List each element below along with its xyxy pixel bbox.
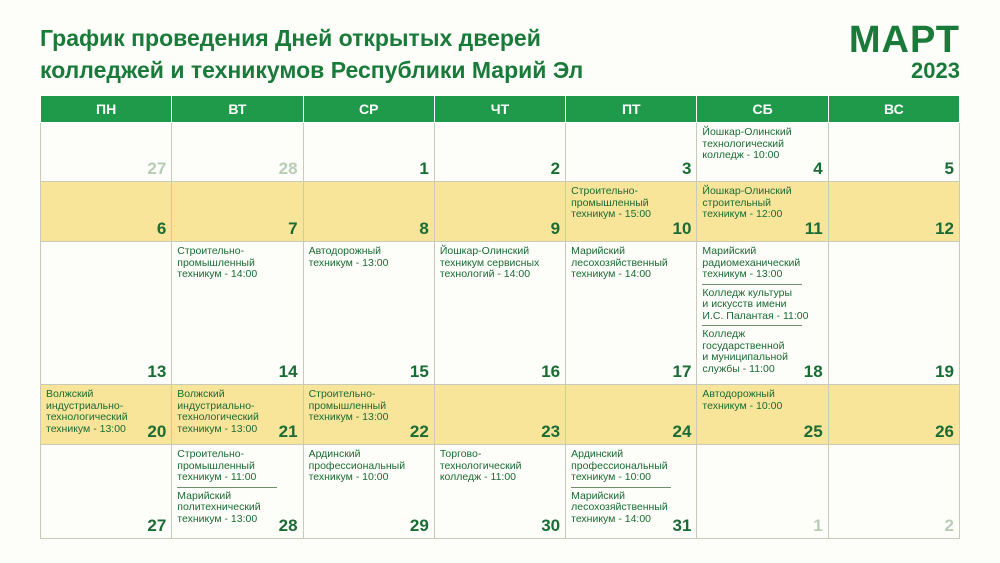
calendar-day-cell	[172, 182, 303, 242]
day-number: 12	[935, 219, 954, 238]
event-text-line: техникум - 13:00	[177, 422, 258, 435]
event-text-line: техникум - 13:00	[46, 422, 126, 435]
event-item	[571, 186, 676, 221]
event-divider	[571, 487, 671, 488]
calendar-day-cell	[697, 242, 828, 385]
event-text-line: индустриально-	[177, 399, 255, 412]
event-list	[172, 242, 302, 281]
event-text-line: Автодорожный	[308, 245, 381, 257]
event-item	[177, 246, 282, 281]
calendar-day-cell	[41, 123, 172, 182]
weekday-header-row	[41, 96, 960, 123]
event-text-line: и искусств имени	[702, 298, 787, 310]
event-text-line: и муниципальной	[702, 351, 788, 363]
day-number: 30	[541, 516, 561, 535]
day-number: 7	[288, 219, 298, 238]
calendar-week-row	[41, 445, 960, 539]
event-list	[697, 385, 827, 412]
event-list	[697, 123, 827, 162]
event-text-line: техникум - 10:00	[308, 471, 389, 483]
calendar-day-cell	[434, 242, 565, 385]
event-text-line: лесохозяйственный	[571, 501, 668, 513]
calendar-day-cell	[697, 385, 828, 445]
event-text-line: техникум - 14:00	[177, 268, 258, 280]
calendar-grid	[40, 95, 960, 539]
weekday-mon: ПН	[41, 96, 172, 123]
weekday-sat: СБ	[697, 96, 828, 123]
event-item	[440, 246, 545, 281]
day-number: 5	[944, 159, 954, 178]
event-text-line: колледж - 11:00	[439, 471, 517, 483]
event-text-line: техникум - 13:00	[308, 411, 389, 423]
calendar-day-cell	[41, 385, 172, 445]
event-divider	[702, 325, 802, 326]
day-number: 29	[409, 516, 429, 535]
calendar-day-cell	[828, 123, 959, 182]
day-number: 17	[672, 362, 692, 381]
day-number: 20	[147, 422, 167, 441]
event-text-line: Строительно-	[571, 185, 638, 197]
event-text-line: промышленный	[177, 256, 255, 269]
event-item	[46, 389, 151, 435]
day-number: 27	[147, 516, 167, 535]
day-number: 31	[672, 516, 692, 535]
event-text-line: строительный	[702, 196, 771, 209]
calendar-day-cell	[41, 242, 172, 385]
day-number: 18	[803, 362, 823, 381]
event-item	[309, 449, 414, 484]
day-number: 26	[935, 422, 954, 441]
day-number: 10	[672, 219, 692, 238]
event-text-line: Йошкар-Олинский	[439, 245, 530, 257]
calendar-day-cell	[566, 123, 697, 182]
day-number: 1	[813, 516, 823, 535]
weekday-thu: ЧТ	[434, 96, 565, 123]
event-text-line: Волжский	[46, 388, 94, 400]
event-text-line: Торгово-	[439, 448, 482, 460]
event-list	[435, 445, 565, 484]
calendar-day-cell	[566, 182, 697, 242]
event-list	[304, 445, 434, 484]
calendar-day-cell	[303, 123, 434, 182]
event-text-line: техникум сервисных	[439, 256, 540, 269]
event-item	[571, 246, 676, 281]
event-item	[702, 186, 807, 221]
event-text-line: И.С. Палантая - 11:00	[702, 309, 809, 322]
title-line-1: График проведения Дней открытых дверей	[40, 25, 541, 51]
event-divider	[702, 284, 802, 285]
event-text-line: Йошкар-Олинский	[702, 126, 792, 138]
event-item	[702, 127, 807, 162]
event-divider	[177, 487, 277, 488]
event-text-line: Ардинский	[571, 448, 624, 460]
calendar-day-cell	[828, 242, 959, 385]
event-item	[571, 491, 676, 526]
event-item	[177, 389, 282, 435]
event-text-line: техникум - 10:00	[702, 399, 783, 412]
day-number: 13	[147, 362, 167, 381]
event-text-line: радиомеханический	[702, 256, 801, 269]
event-text-line: техникум - 13:00	[177, 512, 258, 525]
event-text-line: технологий - 14:00	[439, 268, 531, 280]
event-list	[304, 385, 434, 424]
event-text-line: службы - 11:00	[702, 362, 775, 375]
event-text-line: государственной	[702, 339, 785, 352]
event-text-line: промышленный	[308, 399, 387, 412]
calendar-day-cell	[303, 182, 434, 242]
event-text-line: Автодорожный	[702, 388, 775, 400]
day-number: 11	[804, 219, 823, 238]
day-number: 24	[672, 422, 692, 441]
page-title	[40, 22, 760, 86]
calendar-body	[41, 123, 960, 539]
event-item	[702, 389, 807, 412]
day-number: 21	[278, 422, 298, 441]
calendar-day-cell	[41, 445, 172, 539]
event-list	[566, 242, 696, 281]
day-number: 19	[935, 362, 954, 381]
calendar-week-row	[41, 182, 960, 242]
event-text-line: технологический	[177, 411, 259, 423]
calendar-day-cell	[41, 182, 172, 242]
day-number: 27	[147, 159, 167, 178]
calendar-day-cell	[172, 385, 303, 445]
event-text-line: техникум - 13:00	[308, 256, 389, 269]
month-year: 2023	[911, 58, 960, 83]
day-number: 1	[419, 159, 429, 178]
calendar-day-cell	[303, 242, 434, 385]
event-list	[566, 182, 696, 221]
event-list	[304, 242, 434, 269]
event-text-line: Строительно-	[308, 388, 376, 400]
event-text-line: технологический	[702, 137, 785, 150]
weekday-tue: ВТ	[172, 96, 303, 123]
calendar-day-cell	[303, 445, 434, 539]
calendar-day-cell	[828, 385, 959, 445]
event-text-line: Йошкар-Олинский	[702, 185, 792, 197]
event-text-line: техникум - 11:00	[177, 471, 257, 483]
event-text-line: профессиональный	[308, 459, 406, 472]
calendar-day-cell	[172, 242, 303, 385]
event-text-line: техникум - 13:00	[702, 268, 783, 280]
event-list	[435, 242, 565, 281]
event-item	[177, 449, 282, 484]
event-text-line: техникум - 15:00	[571, 208, 652, 220]
event-list	[697, 242, 827, 375]
event-text-line: профессиональный	[571, 459, 668, 472]
event-text-line: Марийский	[177, 489, 232, 502]
day-number: 2	[550, 159, 561, 178]
day-number: 8	[419, 219, 429, 238]
day-number: 6	[156, 219, 167, 238]
calendar-day-cell	[697, 445, 828, 539]
event-text-line: промышленный	[177, 459, 255, 472]
calendar-day-cell	[828, 445, 959, 539]
event-list	[172, 445, 302, 525]
event-text-line: техникум - 14:00	[571, 268, 652, 280]
day-number: 28	[278, 516, 298, 535]
day-number: 14	[278, 362, 298, 381]
calendar-day-cell	[303, 385, 434, 445]
event-text-line: технологический	[46, 411, 128, 423]
calendar-week-row	[41, 242, 960, 385]
month-name: МАРТ	[848, 19, 960, 61]
event-text-line: Колледж	[702, 328, 746, 340]
day-number: 22	[409, 422, 429, 441]
calendar-day-cell	[434, 445, 565, 539]
month-label	[849, 20, 960, 82]
event-item	[309, 389, 414, 424]
calendar-day-cell	[172, 123, 303, 182]
event-text-line: лесохозяйственный	[571, 256, 668, 269]
calendar-day-cell	[434, 123, 565, 182]
day-number: 25	[803, 422, 823, 441]
calendar-day-cell	[434, 182, 565, 242]
calendar-day-cell	[172, 445, 303, 539]
event-text-line: техникум - 14:00	[571, 512, 652, 525]
event-text-line: Марийский	[571, 489, 625, 502]
calendar-week-row	[41, 385, 960, 445]
weekday-wed: СР	[303, 96, 434, 123]
calendar-day-cell	[828, 182, 959, 242]
event-list	[566, 445, 696, 525]
calendar-day-cell	[434, 385, 565, 445]
event-item	[309, 246, 414, 269]
day-number: 16	[541, 362, 561, 381]
event-item	[440, 449, 545, 484]
event-text-line: политехнический	[177, 501, 261, 513]
calendar-day-cell	[566, 445, 697, 539]
calendar-day-cell	[566, 242, 697, 385]
title-line-2: колледжей и техникумов Республики Марий Эл	[40, 57, 584, 83]
event-item	[702, 246, 807, 281]
day-number: 4	[813, 159, 823, 178]
calendar-day-cell	[566, 385, 697, 445]
event-text-line: промышленный	[571, 196, 649, 209]
day-number: 2	[944, 516, 954, 535]
day-number: 28	[278, 159, 298, 178]
event-text-line: техникум - 12:00	[702, 208, 783, 220]
event-text-line: Строительно-	[177, 448, 245, 460]
event-list	[697, 182, 827, 221]
day-number: 9	[550, 219, 561, 238]
event-item	[177, 491, 282, 526]
calendar-day-cell	[697, 123, 828, 182]
weekday-sun: ВС	[828, 96, 959, 123]
event-text-line: индустриально-	[46, 399, 124, 412]
event-text-line: Марийский	[571, 245, 625, 257]
event-text-line: Ардинский	[308, 448, 361, 460]
event-text-line: техникум - 10:00	[571, 471, 652, 483]
event-item	[702, 288, 807, 323]
event-item	[571, 449, 676, 484]
event-item	[702, 329, 807, 375]
calendar-week-row	[41, 123, 960, 182]
event-text-line: Колледж культуры	[702, 286, 793, 299]
calendar-day-cell	[697, 182, 828, 242]
day-number: 15	[409, 362, 429, 381]
event-text-line: технологический	[439, 459, 522, 472]
event-text-line: колледж - 10:00	[702, 149, 780, 161]
weekday-fri: ПТ	[566, 96, 697, 123]
event-text-line: Волжский	[177, 388, 225, 400]
day-number: 23	[541, 422, 561, 441]
day-number: 3	[681, 159, 692, 178]
event-text-line: Строительно-	[177, 245, 245, 257]
event-text-line: Марийский	[702, 245, 757, 257]
